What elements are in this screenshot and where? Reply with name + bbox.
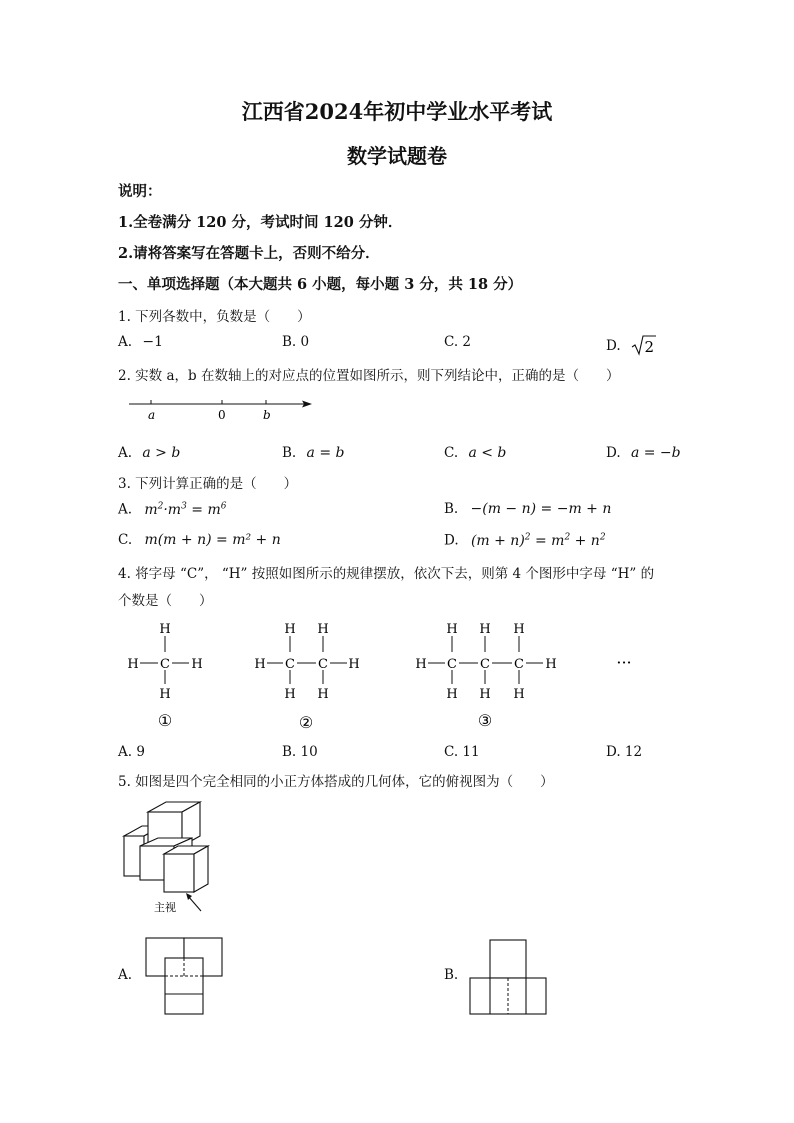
atom-h: H	[479, 622, 491, 637]
q3-option-b-text: −(m − n) = −m + n	[470, 501, 612, 517]
q4-option-a: A. 9	[118, 744, 145, 760]
q3-option-a-label: A.	[118, 501, 133, 518]
q4-option-d: D. 12	[606, 744, 643, 760]
atom-h: H	[127, 657, 139, 672]
atom-h: H	[513, 622, 525, 637]
axis-label-b: b	[263, 408, 271, 422]
q4-stem-line-1: 4. 将字母 “C”， “H” 按照如图所示的规律摆放，依次下去，则第 4 个图形中字母 “H” 的	[118, 566, 655, 582]
sqrt2-icon	[631, 334, 657, 356]
ellipsis: ···	[616, 653, 632, 672]
cube-stack-figure	[118, 798, 228, 918]
alkane-pattern-figure	[110, 618, 670, 738]
atom-h: H	[191, 657, 203, 672]
notes-line-2: 2.请将答案写在答题卡上，否则不给分．	[118, 245, 380, 262]
atom-h: H	[317, 687, 329, 702]
front-view-label: 主视	[154, 901, 176, 914]
atom-h: H	[317, 622, 329, 637]
q5-option-a-label: A.	[118, 967, 133, 983]
q5-option-b-figure	[468, 938, 548, 1018]
exam-title: 江西省2024年初中学业水平考试	[241, 99, 553, 124]
axis-label-zero: 0	[218, 408, 226, 422]
q2-option-a-label: A.	[118, 445, 133, 461]
q2-option-a-text: a > b	[142, 445, 181, 461]
q1-option-d	[606, 334, 657, 356]
q1-option-a	[118, 334, 163, 350]
q2-option-b-text: a = b	[306, 445, 345, 461]
q3-option-b	[444, 501, 611, 517]
figure-number-2: ②	[298, 713, 314, 732]
q3-option-a	[118, 501, 226, 518]
q3-option-d	[444, 532, 606, 549]
atom-h: H	[254, 657, 266, 672]
atom-h: H	[159, 622, 171, 637]
atom-h: H	[513, 687, 525, 702]
q1-option-d-label: D.	[606, 338, 621, 354]
notes-line-1: 1.全卷满分 120 分，考试时间 120 分钟．	[118, 214, 403, 231]
q5-stem: 5. 如图是四个完全相同的小正方体搭成的几何体，它的俯视图为（ ）	[118, 774, 554, 790]
q3-option-a-formula: $m^2\cdot m^3 = m^6$	[144, 501, 227, 518]
atom-h: H	[545, 657, 557, 672]
q2-stem: 2. 实数 a，b 在数轴上的对应点的位置如图所示，则下列结论中，正确的是（ ）	[118, 368, 620, 384]
atom-c: C	[285, 657, 295, 672]
q3-stem: 3. 下列计算正确的是（ ）	[118, 476, 298, 492]
q3-option-c	[118, 532, 281, 548]
notes-heading: 说明：	[118, 183, 162, 200]
q5-option-a-figure	[144, 936, 224, 1016]
q1-stem: 1. 下列各数中，负数是（ ）	[118, 309, 311, 325]
q3-option-c-label: C.	[118, 532, 133, 548]
svg-text:2: 2	[644, 338, 654, 356]
q2-option-c	[444, 445, 506, 461]
q1-option-a-label: A.	[118, 334, 133, 350]
q3-option-b-label: B.	[444, 501, 459, 517]
atom-c: C	[480, 657, 490, 672]
q3-option-d-formula: $(m + n)^2 = m^2 + n^2$	[470, 532, 606, 549]
atom-h: H	[479, 687, 491, 702]
atom-h: H	[446, 687, 458, 702]
q4-option-c: C. 11	[444, 744, 480, 760]
q2-option-d-text: a = −b	[630, 445, 681, 461]
atom-h: H	[415, 657, 427, 672]
q2-option-c-text: a < b	[468, 445, 507, 461]
q3-option-d-label: D.	[444, 532, 459, 549]
atom-h: H	[284, 687, 296, 702]
q2-option-b-label: B.	[282, 445, 297, 461]
atom-h: H	[348, 657, 360, 672]
atom-c: C	[447, 657, 457, 672]
q4-option-b: B. 10	[282, 744, 318, 760]
number-line-figure	[126, 394, 316, 426]
q2-option-a	[118, 445, 180, 461]
q2-option-b	[282, 445, 344, 461]
q5-option-b-label: B.	[444, 967, 459, 983]
q4-stem-line-2: 个数是（ ）	[118, 593, 213, 609]
q3-option-c-text: m(m + n) = m² + n	[144, 532, 281, 548]
q2-option-d	[606, 445, 681, 461]
atom-c: C	[514, 657, 524, 672]
atom-c: C	[318, 657, 328, 672]
atom-h: H	[446, 622, 458, 637]
q2-option-d-label: D.	[606, 445, 621, 461]
atom-c: C	[160, 657, 170, 672]
q1-option-b: B. 0	[282, 334, 310, 350]
figure-number-3: ③	[477, 711, 493, 730]
exam-subtitle: 数学试题卷	[347, 144, 447, 168]
q1-option-c: C. 2	[444, 334, 472, 350]
figure-number-1: ①	[157, 711, 173, 730]
section-heading: 一、单项选择题（本大题共 6 小题，每小题 3 分，共 18 分）	[118, 276, 523, 293]
q2-option-c-label: C.	[444, 445, 459, 461]
q1-option-a-text: −1	[142, 334, 163, 350]
atom-h: H	[284, 622, 296, 637]
axis-label-a: a	[148, 408, 156, 422]
atom-h: H	[159, 687, 171, 702]
